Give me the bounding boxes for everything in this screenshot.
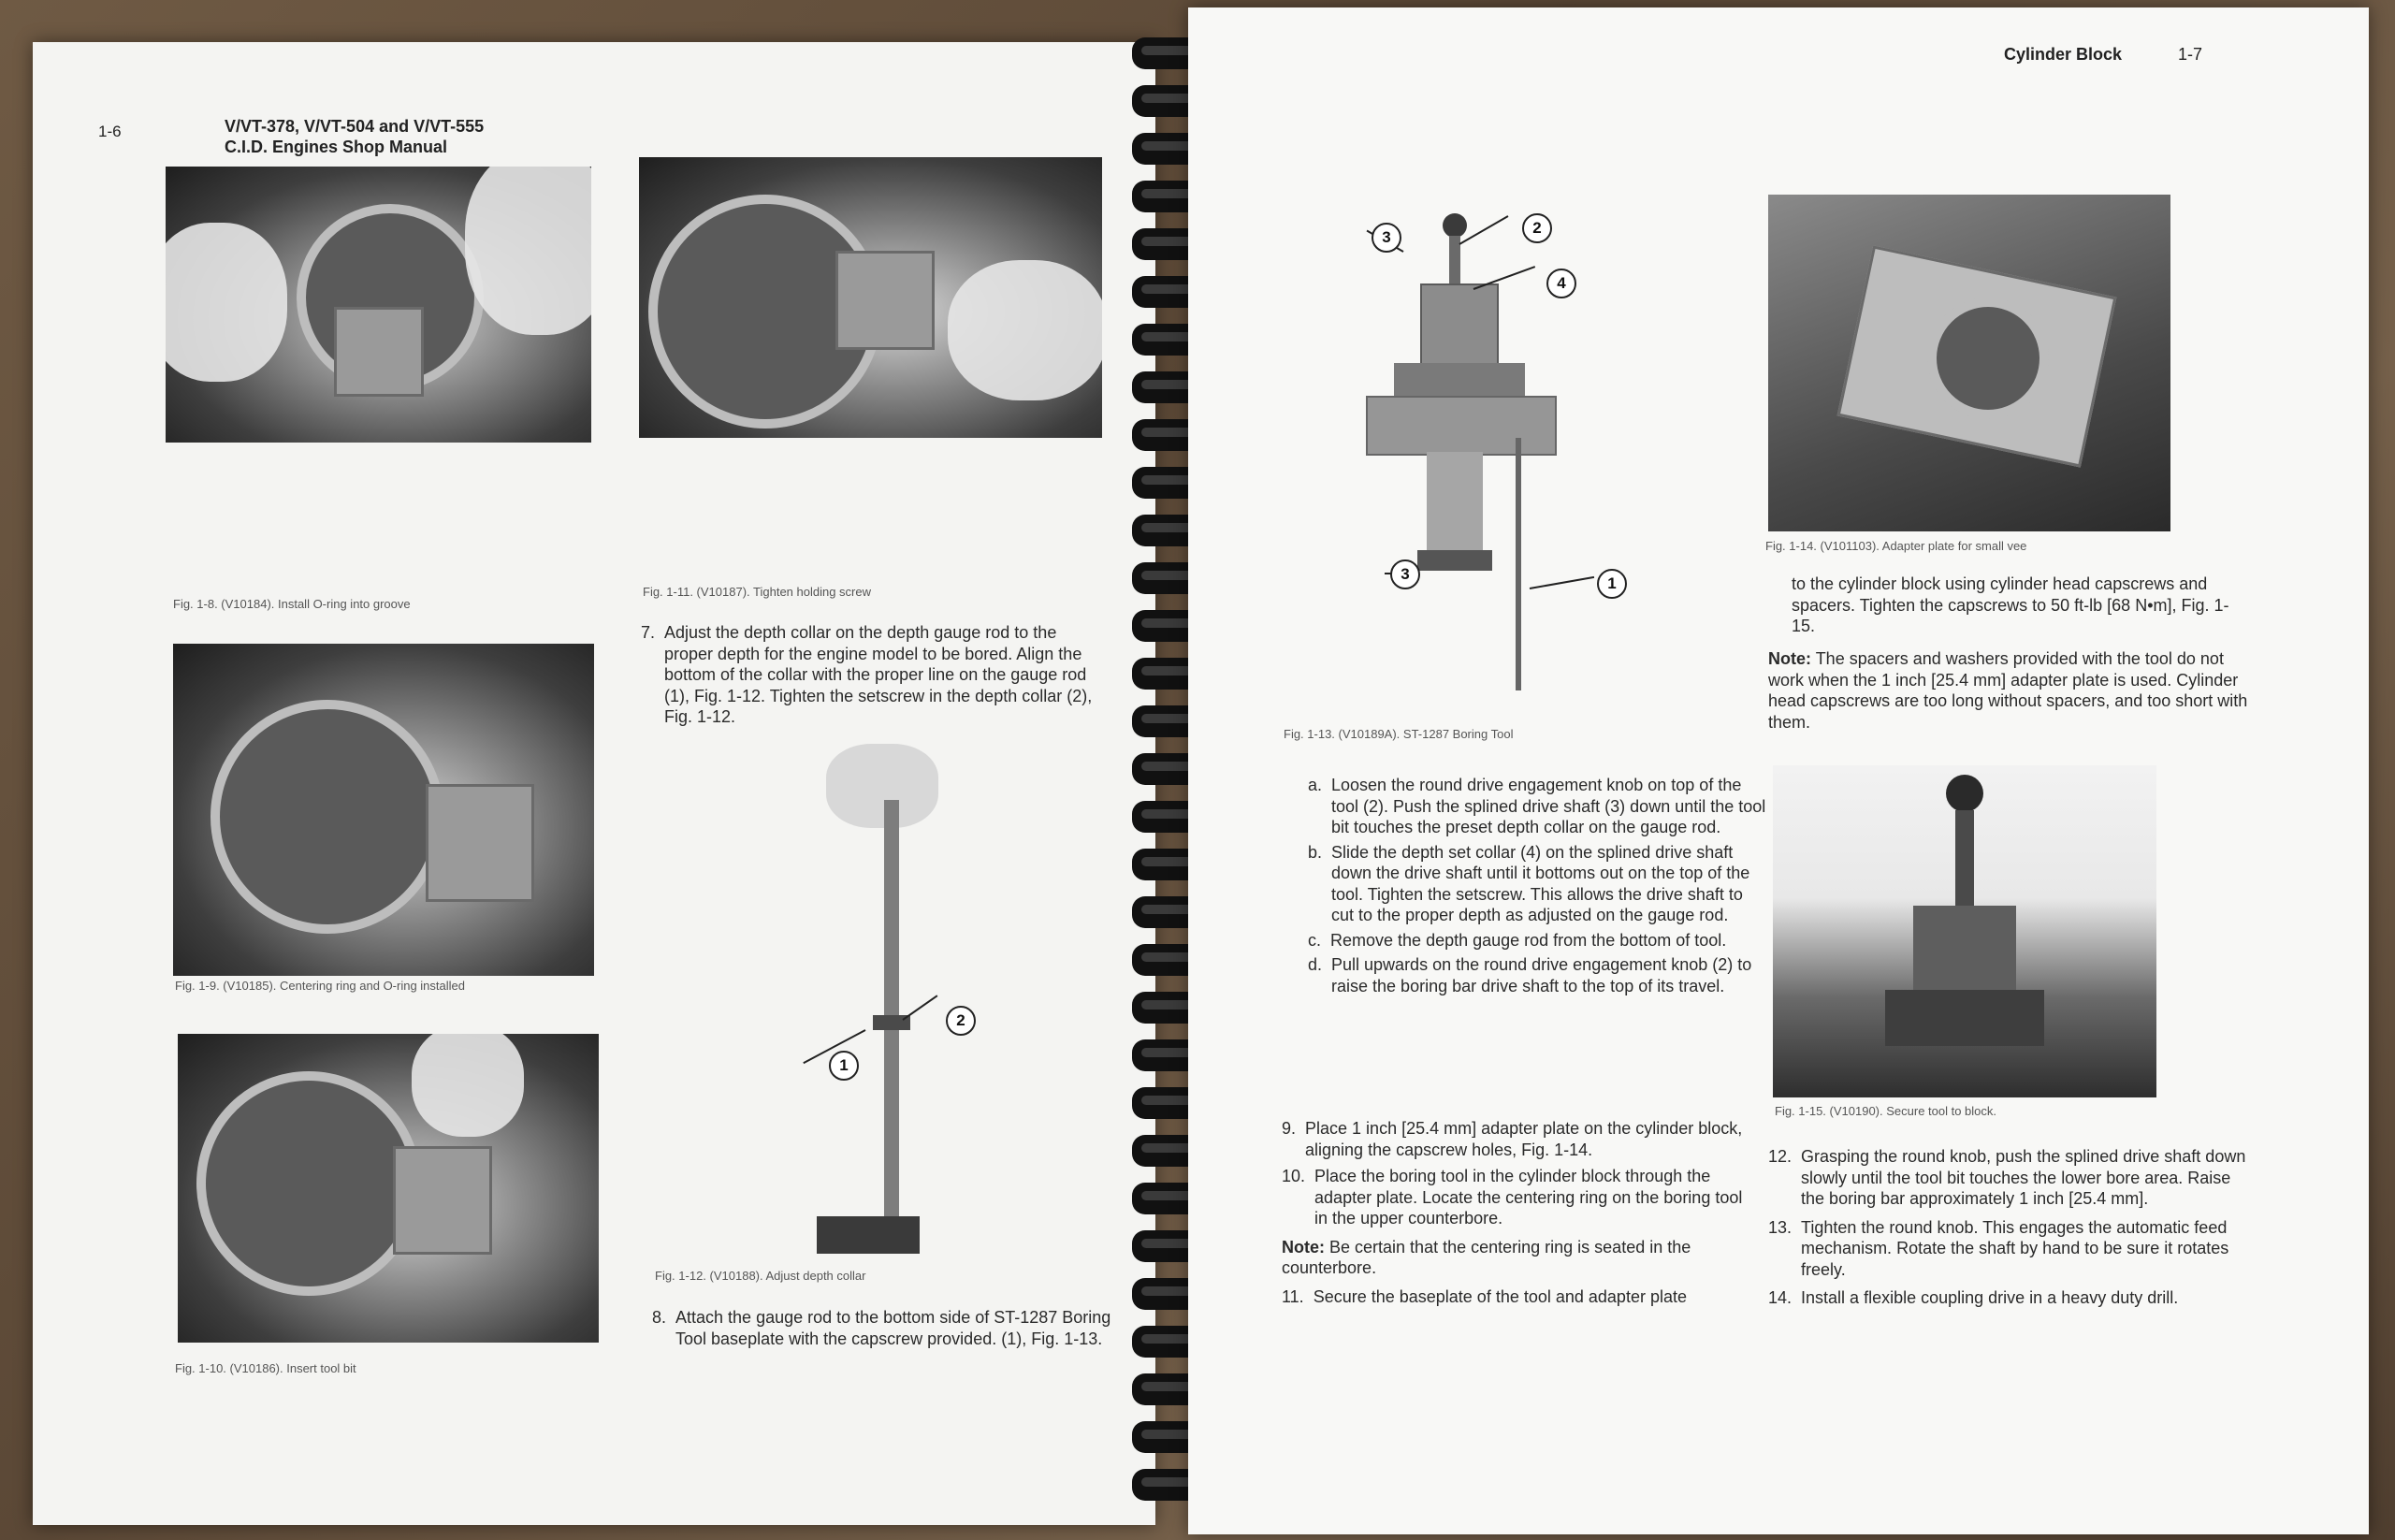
step-10 — [1282, 1166, 1759, 1229]
substep-c — [1308, 930, 1766, 952]
steps-12-14 — [1768, 1146, 2255, 1309]
manual-title-line1: V/VT-378, V/VT-504 and V/VT-555 — [225, 117, 485, 136]
fig-1-10-photo — [178, 1034, 599, 1343]
step-14-number: 14. — [1768, 1288, 1793, 1307]
step-11-text: Secure the baseplate of the tool and adapter plate — [1313, 1286, 1687, 1306]
step-12-number: 12. — [1768, 1147, 1793, 1166]
fig-1-8-photo — [166, 167, 591, 443]
step-7 — [641, 622, 1099, 728]
step-14-text: Install a flexible coupling drive in a heavy duty drill. — [1801, 1288, 2179, 1307]
step-12-text: Grasping the round knob, push the splined drive shaft down slowly until the tool bit touches the lower bore area. Raise the boring bar approximately 1 inch [25.4 mm]. — [1801, 1147, 2246, 1208]
fig-1-11-caption: Fig. 1-11. (V10187). Tighten holding screw — [643, 585, 872, 599]
right-page-number: 1-7 — [2178, 45, 2203, 64]
step-9-number: 9. — [1282, 1119, 1297, 1138]
step-8-text: Attach the gauge rod to the bottom side of ST-1287 Boring Tool baseplate with the capscrew provided. (1), Fig. 1-13. — [675, 1308, 1111, 1348]
substep-b-text: Slide the depth set collar (4) on the splined drive shaft down the drive shaft until it bottoms out on the top of the tool. Tighten the setscrew. This allows the drive shaft to cut to the proper depth as adjusted on the gauge rod. — [1331, 842, 1750, 924]
note-1-text: Be certain that the centering ring is seated in the counterbore. — [1282, 1237, 1691, 1277]
step-11-continued: to the cylinder block using cylinder head capscrews and spacers. Tighten the capscrews to 50 ft-lb [68 N•m], Fig. 1-15. — [1792, 574, 2229, 635]
substep-d-letter: d. — [1308, 955, 1323, 974]
fig-1-13-caption: Fig. 1-13. (V10189A). ST-1287 Boring Tool — [1284, 727, 1514, 741]
fig-1-13-callout-1: 1 — [1597, 569, 1627, 599]
substep-a — [1308, 775, 1766, 838]
substep-b-letter: b. — [1308, 842, 1323, 862]
fig-1-13-drawing — [1366, 213, 1647, 737]
step-13-number: 13. — [1768, 1217, 1793, 1237]
right-page — [1188, 7, 2369, 1534]
step-10-number: 10. — [1282, 1167, 1306, 1185]
fig-1-12-callout-1: 1 — [829, 1051, 859, 1081]
fig-1-12-callout-2: 2 — [946, 1006, 976, 1036]
step-10-text: Place the boring tool in the cylinder block through the adapter plate. Locate the centering ring on the boring tool in the upper counterbore. — [1314, 1167, 1743, 1228]
note-centering-ring — [1282, 1237, 1759, 1279]
fig-1-10-caption: Fig. 1-10. (V10186). Insert tool bit — [175, 1361, 356, 1375]
fig-1-15-photo — [1773, 765, 2156, 1097]
fig-1-13-callout-2: 2 — [1522, 213, 1552, 243]
step-9 — [1282, 1118, 1759, 1160]
substep-c-text: Remove the depth gauge rod from the bottom of tool. — [1330, 930, 1727, 950]
fig-1-13-callout-3-top: 3 — [1372, 223, 1401, 253]
note-2-text: The spacers and washers provided with the tool do not work when the 1 inch [25.4 mm] adapter plate is used. Cylinder head capscrews are too long without spacers, and too short with them. — [1768, 649, 2248, 732]
fig-1-9-photo — [173, 644, 594, 976]
fig-1-13-callout-3-bottom: 3 — [1390, 559, 1420, 589]
step-13-text: Tighten the round knob. This engages the automatic feed mechanism. Rotate the shaft by hand to be sure it rotates freely. — [1801, 1217, 2229, 1279]
fig-1-11-photo — [639, 157, 1102, 438]
step-8-number: 8. — [652, 1308, 667, 1327]
substep-b — [1308, 842, 1766, 926]
substep-a-letter: a. — [1308, 776, 1323, 794]
substep-d — [1308, 954, 1766, 996]
step-14 — [1768, 1287, 2255, 1309]
step-9-text: Place 1 inch [25.4 mm] adapter plate on the cylinder block, aligning the capscrew holes, Fig. 1-14. — [1305, 1119, 1743, 1159]
note-spacers — [1768, 648, 2253, 733]
fig-1-12-drawing — [762, 744, 1043, 1258]
fig-1-14-photo — [1768, 195, 2170, 531]
substep-c-letter: c. — [1308, 930, 1322, 950]
substeps-list — [1308, 775, 1766, 996]
fig-1-15-caption: Fig. 1-15. (V10190). Secure tool to block. — [1775, 1104, 1997, 1118]
step-8 — [652, 1307, 1120, 1349]
step-13 — [1768, 1217, 2255, 1281]
substep-d-text: Pull upwards on the round drive engagement knob (2) to raise the boring bar drive shaft to the top of its travel. — [1331, 955, 1752, 995]
left-page — [33, 42, 1155, 1525]
section-title: Cylinder Block — [2004, 45, 2123, 64]
fig-1-13-callout-4: 4 — [1546, 269, 1576, 298]
fig-1-14-caption: Fig. 1-14. (V101103). Adapter plate for small vee — [1765, 539, 2027, 553]
step-12 — [1768, 1146, 2255, 1210]
note-2-label: Note: — [1768, 649, 1811, 668]
note-1-label: Note: — [1282, 1237, 1325, 1257]
fig-1-9-caption: Fig. 1-9. (V10185). Centering ring and O-ring installed — [175, 979, 465, 993]
step-7-text: Adjust the depth collar on the depth gauge rod to the proper depth for the engine model to be bored. Align the bottom of the collar with the proper line on the gauge rod (1), Fig. 1-12. Tighten the setscrew in the depth collar (2), Fig. 1-12. — [664, 623, 1093, 726]
manual-title-line2: C.I.D. Engines Shop Manual — [225, 138, 448, 156]
fig-1-8-caption: Fig. 1-8. (V10184). Install O-ring into groove — [173, 597, 411, 611]
left-page-number: 1-6 — [98, 123, 122, 140]
step-11-number: 11. — [1282, 1286, 1304, 1306]
step-11 — [1282, 1286, 1759, 1308]
substep-a-text: Loosen the round drive engagement knob on top of the tool (2). Push the splined drive shaft (3) down until the tool bit touches the preset depth collar on the gauge rod. — [1331, 776, 1766, 836]
fig-1-12-caption: Fig. 1-12. (V10188). Adjust depth collar — [655, 1269, 866, 1283]
steps-9-11 — [1282, 1118, 1759, 1307]
step-7-number: 7. — [641, 623, 656, 642]
